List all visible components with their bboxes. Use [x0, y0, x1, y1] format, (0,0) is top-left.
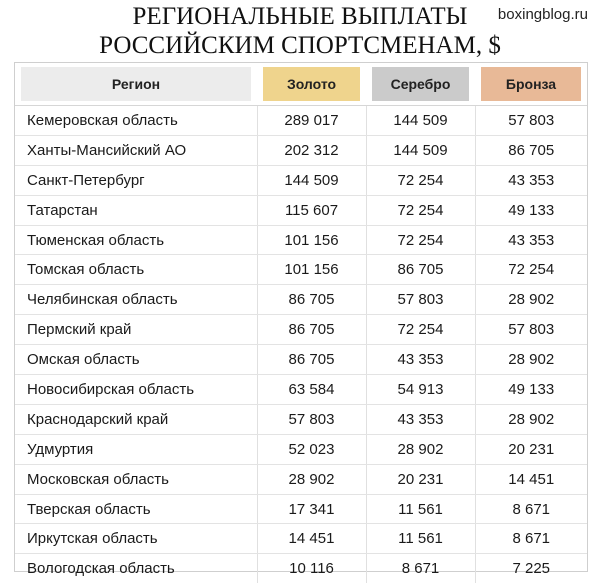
- gold-cell: 63 584: [257, 375, 366, 405]
- bronze-cell: 8 671: [475, 524, 587, 554]
- silver-cell: 72 254: [366, 165, 475, 195]
- payments-table-container: [14, 62, 588, 572]
- bronze-cell: 20 231: [475, 434, 587, 464]
- column-header-gold: [257, 63, 366, 106]
- column-header-bronze: [475, 63, 587, 106]
- region-cell: Ханты-Мансийский АО: [15, 135, 257, 165]
- bronze-cell: 8 671: [475, 494, 587, 524]
- silver-cell: 8 671: [366, 554, 475, 583]
- gold-cell: 57 803: [257, 404, 366, 434]
- gold-cell: 86 705: [257, 285, 366, 315]
- silver-cell: 20 231: [366, 464, 475, 494]
- bronze-cell: 86 705: [475, 135, 587, 165]
- table-header-row: [15, 63, 587, 106]
- table-row: [15, 464, 587, 494]
- bronze-cell: 49 133: [475, 195, 587, 225]
- region-cell: Московская область: [15, 464, 257, 494]
- table-row: [15, 315, 587, 345]
- bronze-cell: 43 353: [475, 165, 587, 195]
- region-cell: Санкт-Петербург: [15, 165, 257, 195]
- gold-cell: 289 017: [257, 106, 366, 136]
- gold-cell: 10 116: [257, 554, 366, 583]
- silver-cell: 86 705: [366, 255, 475, 285]
- bronze-cell: 57 803: [475, 315, 587, 345]
- silver-cell: 43 353: [366, 345, 475, 375]
- region-cell: Татарстан: [15, 195, 257, 225]
- bronze-cell: 49 133: [475, 375, 587, 405]
- region-cell: Тюменская область: [15, 225, 257, 255]
- region-cell: Новосибирская область: [15, 375, 257, 405]
- gold-cell: 86 705: [257, 315, 366, 345]
- silver-cell: 54 913: [366, 375, 475, 405]
- table-row: [15, 285, 587, 315]
- region-cell: Иркутская область: [15, 524, 257, 554]
- region-cell: Челябинская область: [15, 285, 257, 315]
- region-cell: Томская область: [15, 255, 257, 285]
- site-watermark: boxingblog.ru: [498, 6, 588, 23]
- silver-cell: 28 902: [366, 434, 475, 464]
- gold-cell: 14 451: [257, 524, 366, 554]
- table-row: [15, 345, 587, 375]
- gold-cell: 17 341: [257, 494, 366, 524]
- gold-cell: 101 156: [257, 255, 366, 285]
- header-label-silver: Серебро: [372, 67, 469, 101]
- gold-cell: 52 023: [257, 434, 366, 464]
- table-row: [15, 375, 587, 405]
- table-row: [15, 225, 587, 255]
- bronze-cell: 72 254: [475, 255, 587, 285]
- gold-cell: 202 312: [257, 135, 366, 165]
- gold-cell: 28 902: [257, 464, 366, 494]
- region-cell: Вологодская область: [15, 554, 257, 583]
- table-row: [15, 195, 587, 225]
- region-cell: Омская область: [15, 345, 257, 375]
- bronze-cell: 28 902: [475, 285, 587, 315]
- region-cell: Тверская область: [15, 494, 257, 524]
- table-row: [15, 106, 587, 136]
- table-row: [15, 554, 587, 583]
- bronze-cell: 43 353: [475, 225, 587, 255]
- column-header-silver: [366, 63, 475, 106]
- table-row: [15, 494, 587, 524]
- silver-cell: 43 353: [366, 404, 475, 434]
- region-cell: Удмуртия: [15, 434, 257, 464]
- table-row: [15, 404, 587, 434]
- gold-cell: 86 705: [257, 345, 366, 375]
- header-label-gold: Золото: [263, 67, 360, 101]
- silver-cell: 72 254: [366, 195, 475, 225]
- table-row: [15, 524, 587, 554]
- silver-cell: 11 561: [366, 524, 475, 554]
- title-line-2: РОССИЙСКИМ СПОРТСМЕНАМ, $: [0, 31, 600, 60]
- bronze-cell: 28 902: [475, 345, 587, 375]
- gold-cell: 101 156: [257, 225, 366, 255]
- silver-cell: 72 254: [366, 225, 475, 255]
- bronze-cell: 28 902: [475, 404, 587, 434]
- header-label-region: Регион: [21, 67, 251, 101]
- table-row: [15, 165, 587, 195]
- silver-cell: 144 509: [366, 135, 475, 165]
- region-cell: Кемеровская область: [15, 106, 257, 136]
- silver-cell: 57 803: [366, 285, 475, 315]
- table-row: [15, 135, 587, 165]
- table-row: [15, 255, 587, 285]
- bronze-cell: 7 225: [475, 554, 587, 583]
- silver-cell: 144 509: [366, 106, 475, 136]
- bronze-cell: 57 803: [475, 106, 587, 136]
- region-cell: Краснодарский край: [15, 404, 257, 434]
- table-body: [15, 106, 587, 583]
- column-header-region: [15, 63, 257, 106]
- silver-cell: 72 254: [366, 315, 475, 345]
- header-label-bronze: Бронза: [481, 67, 581, 101]
- gold-cell: 115 607: [257, 195, 366, 225]
- title-line-1: РЕГИОНАЛЬНЫЕ ВЫПЛАТЫ: [0, 2, 600, 31]
- payments-table: [15, 63, 587, 583]
- gold-cell: 144 509: [257, 165, 366, 195]
- bronze-cell: 14 451: [475, 464, 587, 494]
- silver-cell: 11 561: [366, 494, 475, 524]
- region-cell: Пермский край: [15, 315, 257, 345]
- table-row: [15, 434, 587, 464]
